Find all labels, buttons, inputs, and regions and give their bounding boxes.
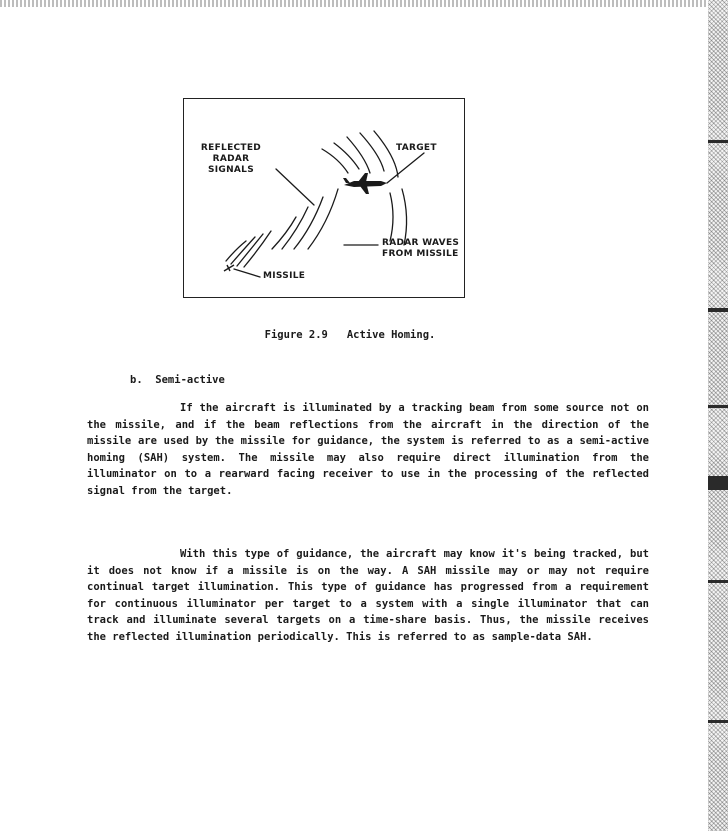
missile-label: MISSILE	[263, 271, 306, 281]
homing-diagram	[184, 99, 466, 299]
section-heading: b. Semi-active	[130, 374, 225, 386]
missile-icon	[224, 265, 234, 271]
radar-wave-arc	[282, 207, 308, 249]
paragraph-2: With this type of guidance, the aircraft may know it's being tracked, but it does not know if a missile is on the way. A SAH missile may or may not require continual target illumination. This type of guidance has progressed from a requirement for continuous illuminator per target to a system with a single illuminator that can track and illuminate several targets on a time-share basis. Thus, the missile receives the reflected illumination periodically. This is referred to as sample-data SAH.	[87, 548, 649, 643]
scan-right-edge	[708, 0, 728, 831]
aircraft-target-icon	[343, 173, 387, 194]
missile-leader-line	[234, 269, 260, 277]
reflected-radar-signals-label: REFLECTED RADAR SIGNALS	[200, 143, 262, 175]
reflected-signal-arc	[374, 131, 398, 177]
paragraph-1: If the aircraft is illuminated by a tracking beam from some source not on the missile, and if the beam reflections from the aircraft in the direction of the missile are used by the missile for guidance, the system is referred to as a semi-active homing (SAH) system. The missile may also require direct illumination from the illuminator on to a rearward facing receiver to use in the processing of the reflected signal from the target.	[87, 402, 649, 497]
radar-wave-arc	[272, 217, 296, 249]
figure-caption: Figure 2.9 Active Homing.	[264, 329, 436, 341]
reflected-signal-arc	[390, 193, 393, 241]
radar-wave-arc	[244, 231, 271, 267]
reflected-signal-arc	[402, 189, 407, 245]
figure-active-homing	[183, 98, 465, 298]
target-label: TARGET	[396, 143, 437, 153]
radar-wave-arc	[294, 197, 323, 249]
reflected-leader-line	[276, 169, 314, 205]
reflected-signal-arc	[322, 149, 348, 173]
scan-top-edge	[0, 0, 728, 7]
radar-waves-label: RADAR WAVES FROM MISSILE	[382, 238, 460, 259]
radar-wave-arc	[237, 234, 263, 266]
